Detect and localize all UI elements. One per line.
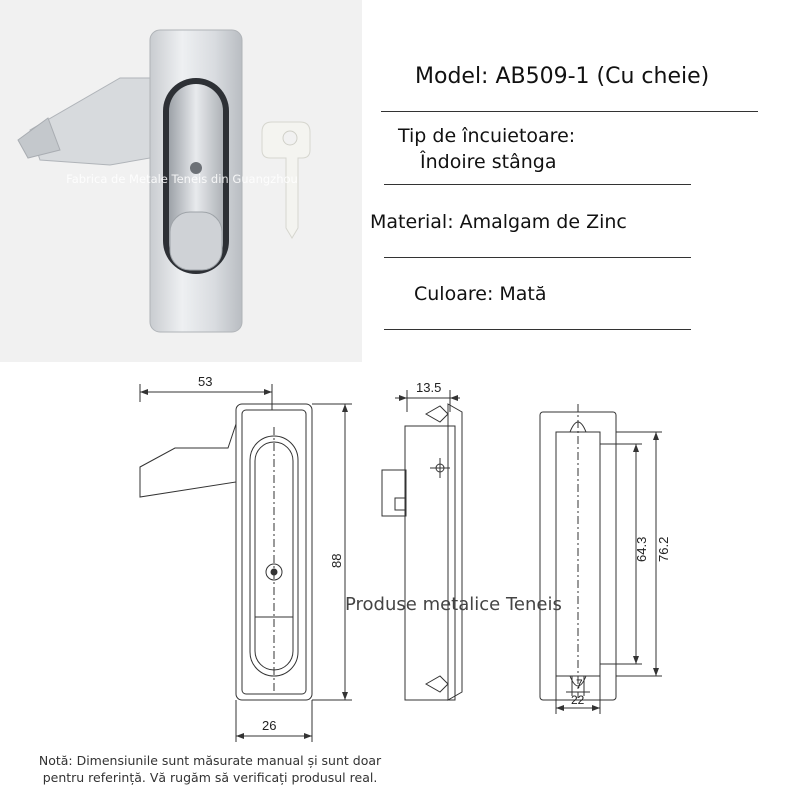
disclaimer-note xyxy=(0,752,420,786)
dim-width-top: 53 xyxy=(198,374,213,389)
photo-watermark: Fabrica de Metale Teneis din Guangzhou xyxy=(66,172,298,186)
divider xyxy=(384,184,691,185)
dim-depth: 13.5 xyxy=(416,380,442,395)
note-line-1: Notă: Dimensiunile sunt măsurate manual și sunt doar xyxy=(38,753,382,768)
front-view xyxy=(140,374,352,742)
product-photo xyxy=(0,0,362,362)
dim-slot-width: 7 xyxy=(576,677,583,691)
dim-base-width: 22 xyxy=(571,693,585,707)
lock-type-label: Tip de încuietoare: xyxy=(398,125,576,147)
color-label: Culoare: Mată xyxy=(414,283,547,305)
model-label: Model: AB509-1 (Cu cheie) xyxy=(415,64,710,89)
divider xyxy=(384,329,691,330)
dim-height: 88 xyxy=(329,553,344,568)
back-view xyxy=(540,404,671,714)
dim-outer-height: 76.2 xyxy=(656,536,671,562)
divider xyxy=(384,257,691,258)
note-line-2: pentru referință. Vă rugăm să verificați produsul real. xyxy=(42,770,378,785)
dim-inner-height: 64.3 xyxy=(634,536,649,562)
dim-width-bottom: 26 xyxy=(262,718,277,733)
material-label: Material: Amalgam de Zinc xyxy=(370,211,627,233)
side-view xyxy=(382,380,462,700)
lock-type-value: Îndoire stânga xyxy=(420,151,557,173)
technical-drawing xyxy=(0,362,800,752)
divider xyxy=(381,111,758,112)
drawing-watermark: Produse metalice Teneis xyxy=(345,594,562,615)
